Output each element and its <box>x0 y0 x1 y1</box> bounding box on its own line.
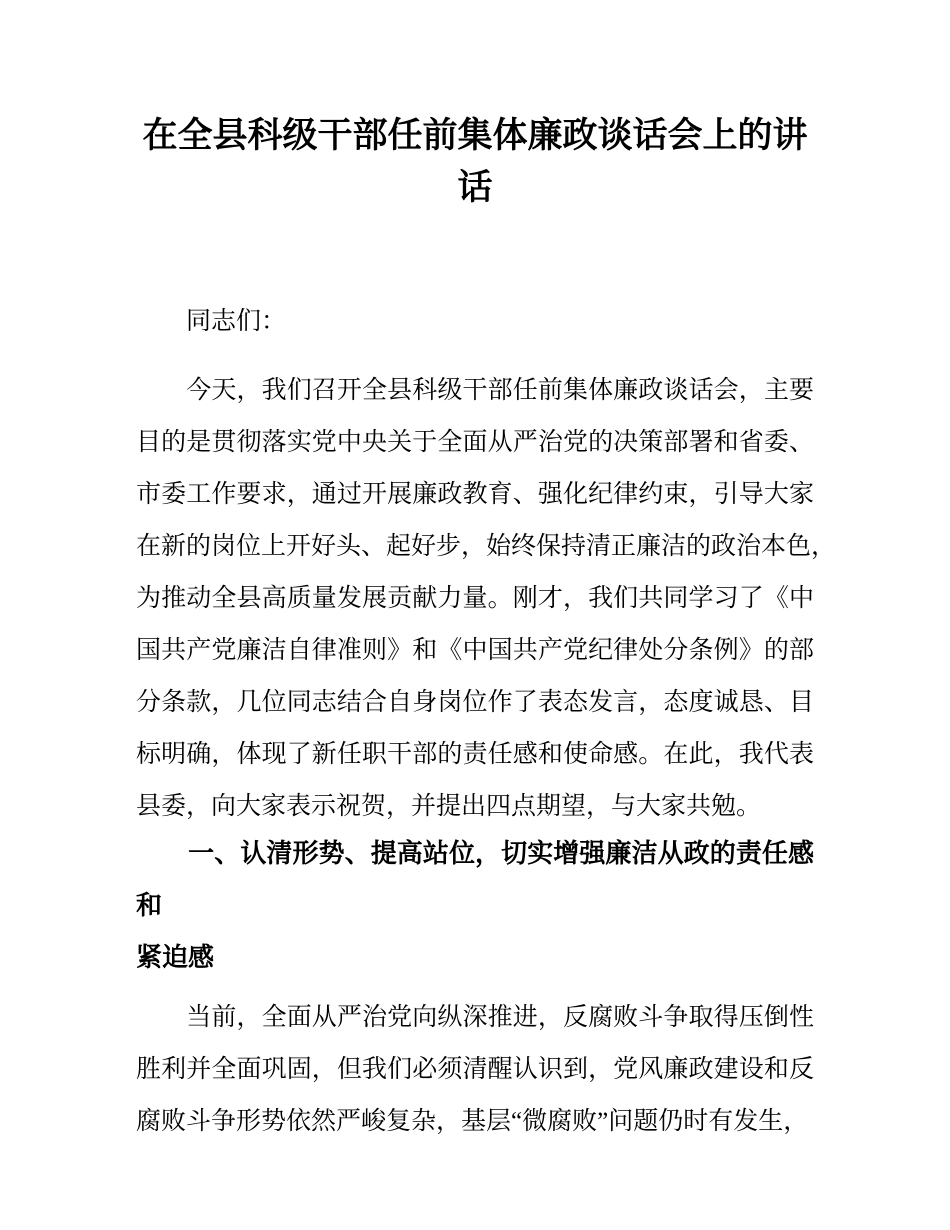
text-line: 在新的岗位上开好头、起好步，始终保持清正廉洁的政治本色， <box>136 533 837 560</box>
text-line: 县委，向大家表示祝贺，并提出四点期望，与大家共勉。 <box>136 793 762 820</box>
text-line: 分条款，几位同志结合自身岗位作了表态发言，态度诚恳、目 <box>136 689 814 716</box>
text-line: 腐败斗争形势依然严峻复杂，基层“微腐败”问题仍时有发生， <box>136 1108 809 1135</box>
text-line: 市委工作要求，通过开展廉政教育、强化纪律约束，引导大家 <box>136 481 814 508</box>
text-line: 紧迫感 <box>136 942 215 972</box>
document-body <box>136 296 837 1148</box>
text-line: 胜利并全面巩固，但我们必须清醒认识到，党风廉政建设和反 <box>136 1056 814 1083</box>
text-line: 国共产党廉洁自律准则》和《中国共产党纪律处分条例》的部 <box>136 637 814 664</box>
text-line: 一、认清形势、提高站位，切实增强廉洁从政的责任感和 <box>136 838 814 920</box>
text-line: 标明确，体现了新任职干部的责任感和使命感。在此，我代表 <box>136 741 814 768</box>
document-title <box>136 110 814 214</box>
text-line: 同志们： <box>136 308 287 335</box>
document-title-line-2: 话 <box>457 168 493 207</box>
salutation <box>136 296 814 348</box>
paragraph <box>136 992 814 1148</box>
text-line: 目的是贯彻落实党中央关于全面从严治党的决策部署和省委、 <box>136 429 814 456</box>
paragraph <box>136 365 837 833</box>
document-title-line-1: 在全县科级干部任前集体廉政谈话会上的讲 <box>142 116 808 155</box>
text-line: 当前，全面从严治党向纵深推进，反腐败斗争取得压倒性 <box>136 1004 814 1031</box>
text-line: 今天，我们召开全县科级干部任前集体廉政谈话会，主要 <box>136 377 814 404</box>
text-line: 为推动全县高质量发展贡献力量。刚才，我们共同学习了《中 <box>136 585 814 612</box>
document-content <box>136 110 837 1148</box>
section-heading <box>136 827 814 983</box>
